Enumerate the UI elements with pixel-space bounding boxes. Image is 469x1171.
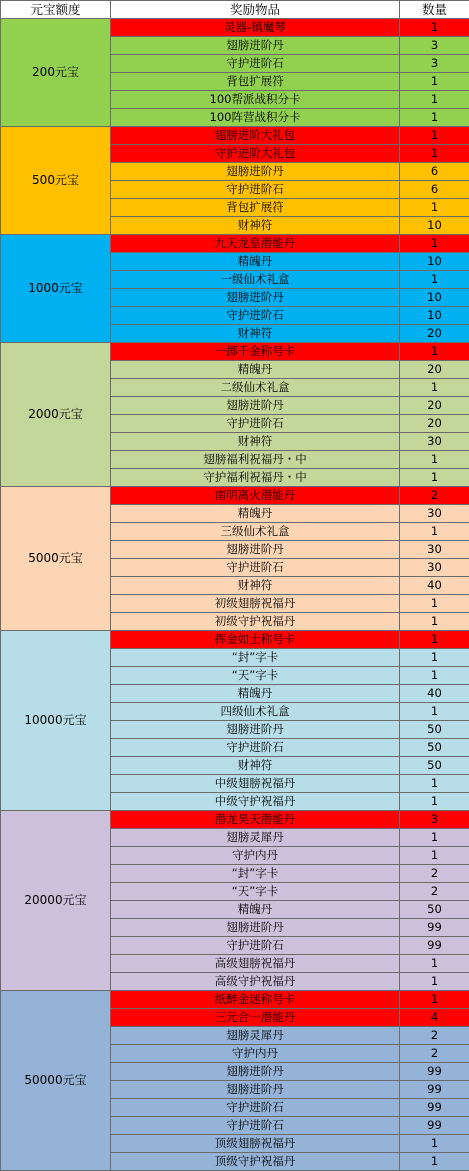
- reward-item: “封”字卡: [111, 865, 400, 883]
- reward-item: “天”字卡: [111, 667, 400, 685]
- reward-qty: 1: [400, 469, 469, 487]
- reward-qty: 1: [400, 667, 469, 685]
- reward-qty: 10: [400, 307, 469, 325]
- tier-label: 10000元宝: [1, 631, 111, 811]
- tier-label: 200元宝: [1, 19, 111, 127]
- tier-label: 500元宝: [1, 127, 111, 235]
- reward-item: 翅膀进阶丹: [111, 163, 400, 181]
- reward-qty: 1: [400, 775, 469, 793]
- reward-qty: 1: [400, 271, 469, 289]
- reward-item: 三级仙术礼盒: [111, 523, 400, 541]
- reward-qty: 20: [400, 361, 469, 379]
- reward-item: 翅膀进阶丹: [111, 919, 400, 937]
- reward-item: 精魄丹: [111, 901, 400, 919]
- reward-qty: 1: [400, 73, 469, 91]
- reward-item: 翅膀进阶丹: [111, 397, 400, 415]
- reward-item: 财神符: [111, 757, 400, 775]
- reward-item: 高级翅膀祝福丹: [111, 955, 400, 973]
- reward-qty: 4: [400, 1009, 469, 1027]
- reward-qty: 40: [400, 685, 469, 703]
- reward-item: 潜龙昊天潜能丹: [111, 811, 400, 829]
- reward-qty: 1: [400, 127, 469, 145]
- reward-qty: 30: [400, 505, 469, 523]
- reward-qty: 99: [400, 1063, 469, 1081]
- reward-item: 一级仙术礼盒: [111, 271, 400, 289]
- reward-item: 背包扩展符: [111, 199, 400, 217]
- reward-qty: 1: [400, 145, 469, 163]
- reward-qty: 1: [400, 523, 469, 541]
- reward-item: 守护进阶石: [111, 1099, 400, 1117]
- reward-qty: 50: [400, 757, 469, 775]
- reward-qty: 40: [400, 577, 469, 595]
- table-row: [1, 19, 469, 37]
- reward-qty: 1: [400, 991, 469, 1009]
- reward-item: 财神符: [111, 433, 400, 451]
- reward-item: “天”字卡: [111, 883, 400, 901]
- reward-qty: 30: [400, 433, 469, 451]
- reward-qty: 3: [400, 55, 469, 73]
- reward-item: 二级仙术礼盒: [111, 379, 400, 397]
- reward-qty: 1: [400, 649, 469, 667]
- reward-item: 初级翅膀祝福丹: [111, 595, 400, 613]
- reward-qty: 1: [400, 973, 469, 991]
- reward-qty: 2: [400, 883, 469, 901]
- reward-qty: 6: [400, 163, 469, 181]
- reward-qty: 99: [400, 1117, 469, 1135]
- reward-qty: 1: [400, 343, 469, 361]
- reward-item: 四级仙术礼盒: [111, 703, 400, 721]
- reward-item: 翅膀灵犀丹: [111, 1027, 400, 1045]
- reward-item: 一掷千金称号卡: [111, 343, 400, 361]
- reward-qty: 10: [400, 253, 469, 271]
- reward-qty: 1: [400, 955, 469, 973]
- reward-item: 精魄丹: [111, 361, 400, 379]
- tier-label: 2000元宝: [1, 343, 111, 487]
- reward-item: 守护进阶石: [111, 739, 400, 757]
- reward-item: “封”字卡: [111, 649, 400, 667]
- header-item: 奖励物品: [111, 1, 400, 19]
- table-row: [1, 991, 469, 1009]
- reward-qty: 30: [400, 541, 469, 559]
- reward-item: 守护进阶石: [111, 181, 400, 199]
- reward-item: 100阵营战积分卡: [111, 109, 400, 127]
- reward-item: 翅膀进阶丹: [111, 1063, 400, 1081]
- reward-item: 纸醉金迷称号卡: [111, 991, 400, 1009]
- tier-label: 1000元宝: [1, 235, 111, 343]
- reward-qty: 50: [400, 901, 469, 919]
- reward-item: 100帮派战积分卡: [111, 91, 400, 109]
- reward-qty: 1: [400, 631, 469, 649]
- reward-item: 翅膀进阶丹: [111, 1081, 400, 1099]
- reward-qty: 50: [400, 721, 469, 739]
- reward-qty: 10: [400, 217, 469, 235]
- reward-qty: 30: [400, 559, 469, 577]
- reward-item: 守护进阶石: [111, 307, 400, 325]
- reward-item: 守护进阶大礼包: [111, 145, 400, 163]
- reward-qty: 99: [400, 1099, 469, 1117]
- reward-item: 守护内丹: [111, 847, 400, 865]
- reward-table-body: [1, 19, 469, 1171]
- table-row: [1, 487, 469, 505]
- reward-qty: 1: [400, 703, 469, 721]
- reward-item: 财神符: [111, 577, 400, 595]
- reward-item: 翅膀进阶丹: [111, 37, 400, 55]
- reward-qty: 10: [400, 289, 469, 307]
- reward-qty: 99: [400, 919, 469, 937]
- reward-qty: 1: [400, 793, 469, 811]
- reward-item: 财神符: [111, 217, 400, 235]
- reward-qty: 1: [400, 19, 469, 37]
- reward-qty: 1: [400, 1153, 469, 1171]
- reward-item: 翅膀福利祝福丹・中: [111, 451, 400, 469]
- reward-qty: 50: [400, 739, 469, 757]
- reward-qty: 1: [400, 595, 469, 613]
- reward-item: 翅膀进阶丹: [111, 289, 400, 307]
- reward-item: 守护进阶石: [111, 55, 400, 73]
- reward-item: 挥金如土称号卡: [111, 631, 400, 649]
- tier-label: 5000元宝: [1, 487, 111, 631]
- reward-qty: 6: [400, 181, 469, 199]
- tier-label: 20000元宝: [1, 811, 111, 991]
- reward-item: 背包扩展符: [111, 73, 400, 91]
- reward-qty: 2: [400, 1027, 469, 1045]
- table-row: [1, 127, 469, 145]
- reward-item: 三元合一潜能丹: [111, 1009, 400, 1027]
- reward-item: 守护进阶石: [111, 415, 400, 433]
- reward-item: 九天龙皇潜能丹: [111, 235, 400, 253]
- reward-item: 财神符: [111, 325, 400, 343]
- reward-qty: 1: [400, 91, 469, 109]
- reward-qty: 1: [400, 235, 469, 253]
- reward-item: 守护进阶石: [111, 559, 400, 577]
- reward-qty: 99: [400, 1081, 469, 1099]
- reward-item: 南明离火潜能丹: [111, 487, 400, 505]
- reward-qty: 1: [400, 109, 469, 127]
- reward-qty: 20: [400, 397, 469, 415]
- reward-qty: 20: [400, 325, 469, 343]
- reward-qty: 1: [400, 613, 469, 631]
- reward-item: 顶级翅膀祝福丹: [111, 1135, 400, 1153]
- reward-item: 守护进阶石: [111, 1117, 400, 1135]
- reward-item: 守护进阶石: [111, 937, 400, 955]
- table-row: [1, 343, 469, 361]
- reward-qty: 1: [400, 379, 469, 397]
- reward-qty: 20: [400, 415, 469, 433]
- reward-item: 翅膀进阶丹: [111, 541, 400, 559]
- header-tier: 元宝额度: [1, 1, 111, 19]
- reward-item: 精魄丹: [111, 685, 400, 703]
- reward-item: 灵器-镇魔琴: [111, 19, 400, 37]
- reward-qty: 1: [400, 451, 469, 469]
- reward-item: 翅膀进阶大礼包: [111, 127, 400, 145]
- reward-qty: 1: [400, 1135, 469, 1153]
- reward-item: 初级守护祝福丹: [111, 613, 400, 631]
- reward-qty: 1: [400, 199, 469, 217]
- reward-item: 精魄丹: [111, 253, 400, 271]
- reward-item: 翅膀进阶丹: [111, 721, 400, 739]
- table-row: [1, 631, 469, 649]
- reward-item: 精魄丹: [111, 505, 400, 523]
- reward-qty: 1: [400, 829, 469, 847]
- reward-item: 中级守护祝福丹: [111, 793, 400, 811]
- reward-item: 高级守护祝福丹: [111, 973, 400, 991]
- reward-qty: 99: [400, 937, 469, 955]
- reward-item: 顶级守护祝福丹: [111, 1153, 400, 1171]
- reward-item: 守护福利祝福丹・中: [111, 469, 400, 487]
- reward-qty: 2: [400, 487, 469, 505]
- tier-label: 50000元宝: [1, 991, 111, 1171]
- table-row: [1, 235, 469, 253]
- reward-item: 守护内丹: [111, 1045, 400, 1063]
- header-qty: 数量: [400, 1, 469, 19]
- table-row: [1, 811, 469, 829]
- reward-qty: 1: [400, 847, 469, 865]
- reward-item: 中级翅膀祝福丹: [111, 775, 400, 793]
- header-row: [1, 1, 469, 19]
- reward-qty: 2: [400, 1045, 469, 1063]
- reward-qty: 3: [400, 811, 469, 829]
- reward-qty: 3: [400, 37, 469, 55]
- reward-qty: 2: [400, 865, 469, 883]
- reward-item: 翅膀灵犀丹: [111, 829, 400, 847]
